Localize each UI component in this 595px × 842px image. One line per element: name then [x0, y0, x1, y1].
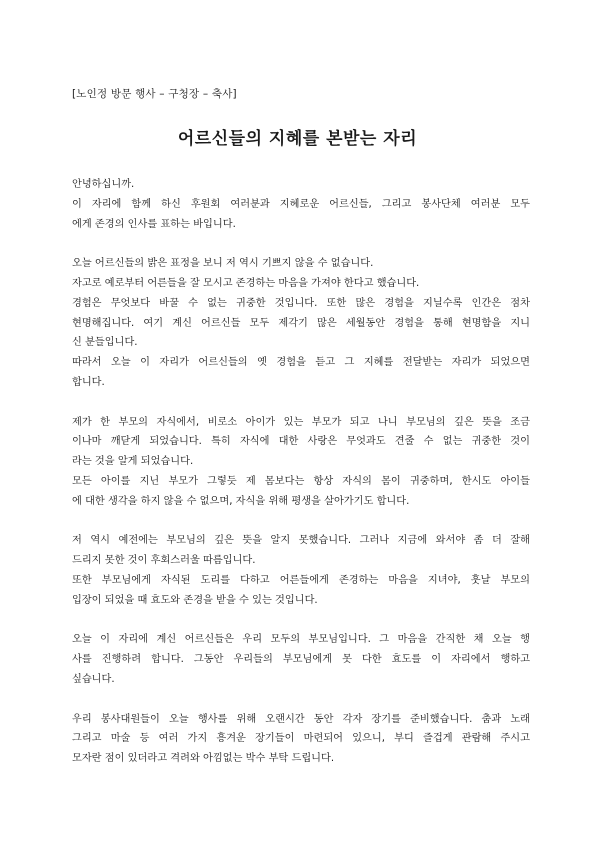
text-line: 우리 봉사대원들이 오늘 행사를 위해 오랜시간 동안 각자 장기를 준비했습니다. 춤과 노래 — [72, 713, 530, 725]
text-line: 또한 부모님에게 자식된 도리를 다하고 어른들에게 존경하는 마음을 지녀야, 훗날 부모의 — [72, 574, 530, 586]
text-line: 따라서 오늘 이 자리가 어르신들의 옛 경험을 듣고 그 지혜를 전달받는 자리가 되었으면 — [72, 357, 530, 369]
text-line: 저 역시 예전에는 부모님의 깊은 뜻을 알지 못했습니다. 그러나 지금에 와서야 좀 더 잘해 — [72, 535, 530, 547]
paragraph-5 — [72, 630, 530, 689]
paragraph-1 — [72, 175, 530, 234]
text-line: 현명해집니다. 여기 계신 어르신들 모두 제각기 많은 세월동안 경험을 통해 현명함을 지니 — [72, 317, 530, 329]
paragraph-4 — [72, 531, 530, 610]
text-line: 합니다. — [72, 376, 105, 388]
text-line: 모든 아이를 지닌 부모가 그렇듯 제 몸보다는 항상 자식의 몸이 귀중하며, 한시도 아이들 — [72, 475, 530, 487]
text-line: 에게 존경의 인사를 표하는 바입니다. — [72, 218, 236, 230]
text-line: 에 대한 생각을 하지 않을 수 없으며, 자식을 위해 평생을 살아가기도 합니다. — [72, 495, 410, 507]
text-line: 싶습니다. — [72, 673, 115, 685]
text-line: 오늘 어르신들의 밝은 표정을 보니 저 역시 기쁘지 않을 수 없습니다. — [72, 258, 374, 270]
text-line: 경험은 무엇보다 바꿀 수 없는 귀중한 것입니다. 또한 많은 경험을 지닐수록 인간은 점차 — [72, 297, 530, 309]
text-line: 사를 진행하려 합니다. 그동안 우리들의 부모님에게 못 다한 효도를 이 자리에서 행하고 — [72, 654, 530, 666]
text-line: 모자란 점이 있더라고 격려와 아낌없는 박수 부탁 드립니다. — [72, 753, 335, 765]
paragraph-2 — [72, 254, 530, 393]
text-line: 라는 것을 알게 되었습니다. — [72, 456, 194, 468]
page-title: 어르신들의 지혜를 본받는 자리 — [177, 129, 418, 149]
speech-body — [72, 175, 530, 789]
text-line: 자고로 예로부터 어른들을 잘 모시고 존경하는 마음을 가져야 한다고 했습니다. — [72, 277, 420, 289]
text-line: 입장이 되었을 때 효도와 존경을 받을 수 있는 것입니다. — [72, 594, 318, 606]
text-line: 이 자리에 함께 하신 후원회 여러분과 지혜로운 어르신들, 그리고 봉사단체 여러분 모두 — [72, 198, 530, 210]
paragraph-6 — [72, 710, 530, 769]
text-line: 오늘 이 자리에 계신 어르신들은 우리 모두의 부모님입니다. 그 마음을 간직한 채 오늘 행 — [72, 634, 530, 646]
text-line: 그리고 마술 등 여러 가지 흥겨운 장기들이 마련되어 있으니, 부디 즐겁게 관람해 주시고 — [72, 733, 530, 745]
text-line: 안녕하십니까. — [72, 179, 135, 190]
text-line: 신 분들입니다. — [72, 337, 138, 349]
text-line: 제가 한 부모의 자식에서, 비로소 아이가 있는 부모가 되고 나니 부모님의 깊은 뜻을 조금 — [72, 416, 530, 428]
text-line: 이나마 깨닫게 되었습니다. 특히 자식에 대한 사랑은 무엇과도 견줄 수 없는 귀중한 것이 — [72, 436, 530, 448]
text-line: 드리지 못한 것이 후회스러울 따름입니다. — [72, 555, 256, 567]
paragraph-3 — [72, 413, 530, 512]
header-tag: [노인정 방문 행사 – 구청장 – 축사] — [72, 88, 237, 100]
